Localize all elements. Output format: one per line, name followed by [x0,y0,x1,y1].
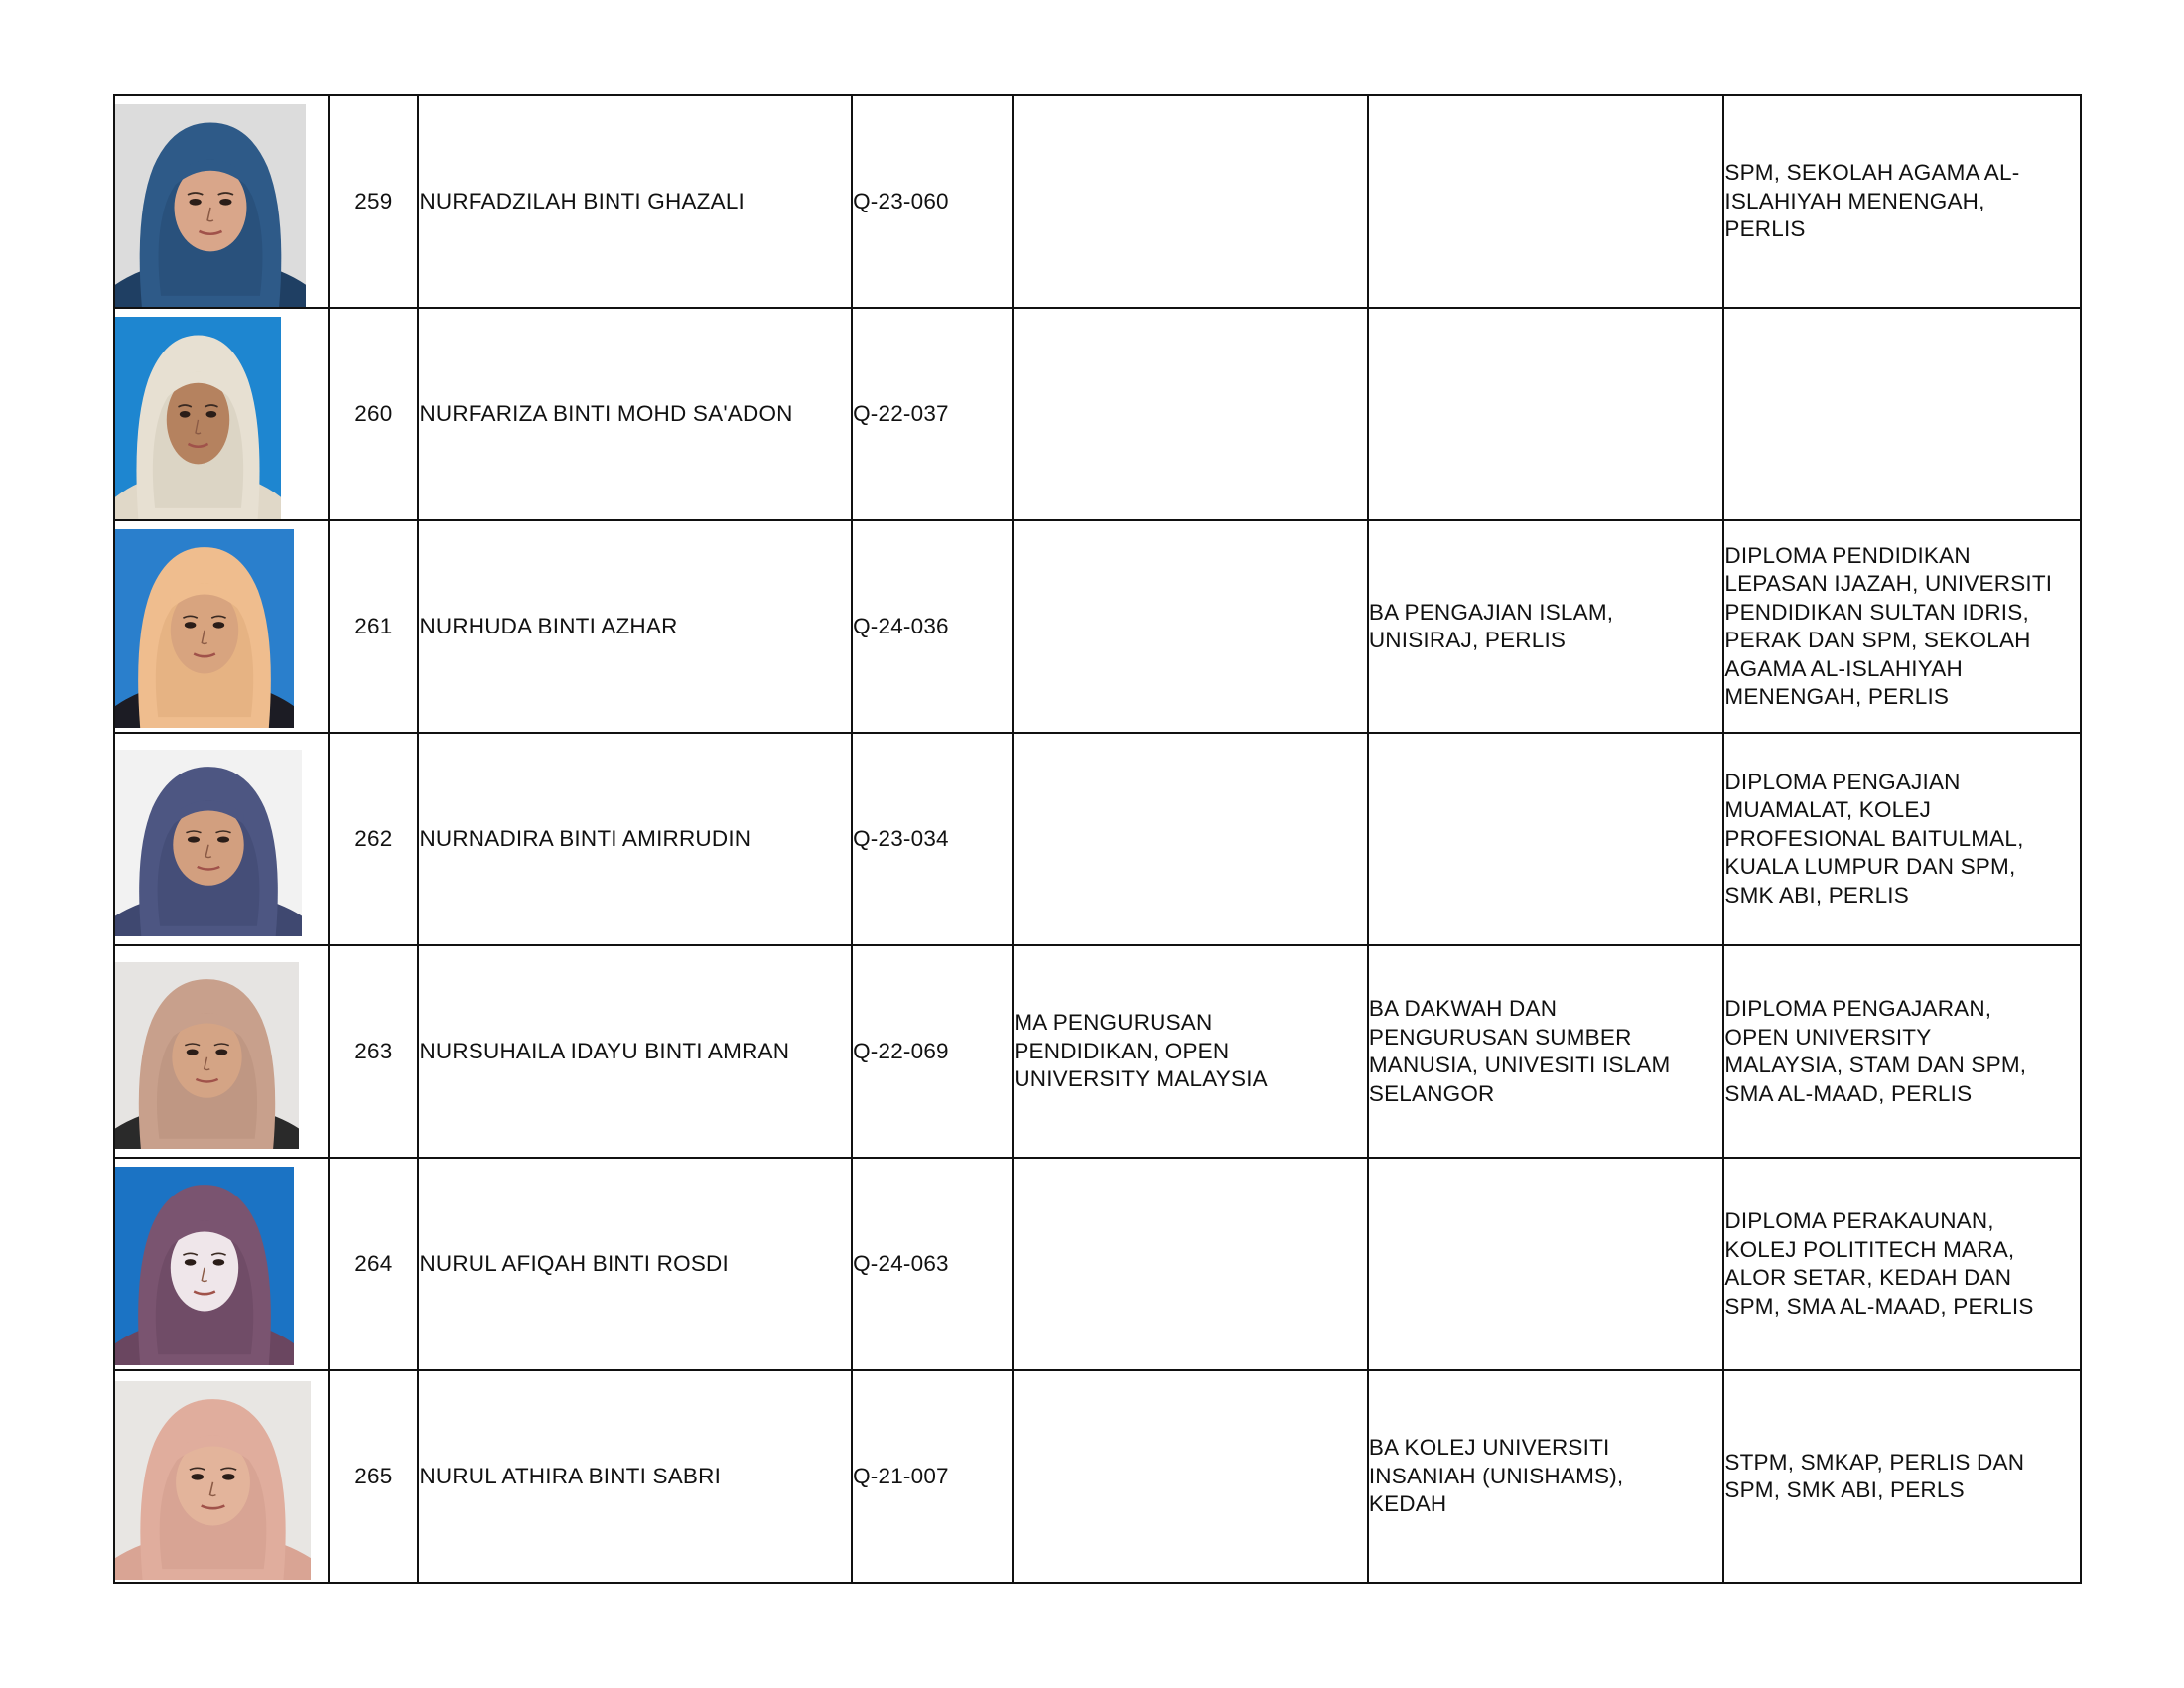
degree-qualification-line: BA KOLEJ UNIVERSITI [1368,1435,1610,1461]
portrait-photo [115,1167,294,1365]
master-qualification-cell [1013,95,1368,308]
master-qualification-cell [1013,1158,1368,1370]
other-qualification-line: SMA AL-MAAD, PERLIS [1724,1080,1973,1106]
portrait-illustration [115,529,294,728]
candidate-name-cell [418,1158,852,1370]
master-qualification-cell [1013,733,1368,945]
portrait-photo [115,317,281,519]
portrait-illustration [115,104,306,307]
table-row [114,95,2081,308]
portrait-illustration [115,962,299,1149]
other-qualification-line: OPEN UNIVERSITY [1724,1024,1932,1050]
portrait-illustration [115,317,281,519]
table-row [114,520,2081,733]
row-number-line: 263 [354,1038,393,1063]
candidate-name-cell [418,1370,852,1583]
other-qualification-cell [1723,520,2081,733]
candidate-name-cell [418,95,852,308]
table-row [114,1158,2081,1370]
candidate-name-line: NURNADIRA BINTI AMIRRUDIN [419,825,751,851]
table-row [114,1370,2081,1583]
portrait-illustration [115,1381,311,1580]
degree-qualification-cell [1368,945,1724,1158]
row-number-cell [329,945,418,1158]
portrait-photo [115,104,306,307]
candidate-name-line: NURUL AFIQAH BINTI ROSDI [419,1250,729,1276]
other-qualification-line: MUAMALAT, KOLEJ [1724,797,1932,823]
candidate-code-cell [852,1158,1013,1370]
other-qualification-cell [1723,1370,2081,1583]
degree-qualification-line: BA DAKWAH DAN [1368,996,1558,1021]
other-qualification-line: SMK ABI, PERLIS [1724,882,1909,908]
other-qualification-line: DIPLOMA PENGAJIAN [1724,769,1961,794]
other-qualification-line: PENDIDIKAN SULTAN IDRIS, [1724,599,2029,625]
row-number-cell [329,95,418,308]
candidate-name-line: NURFARIZA BINTI MOHD SA'ADON [419,400,793,426]
candidate-code-line: Q-23-034 [853,825,949,851]
other-qualification-line: MENENGAH, PERLIS [1724,684,1950,709]
candidate-code-cell [852,1370,1013,1583]
candidate-name-line: NURHUDA BINTI AZHAR [419,613,678,638]
candidate-code-line: Q-22-069 [853,1038,949,1063]
candidate-name-cell [418,945,852,1158]
portrait-photo [115,1381,311,1580]
portrait-illustration [115,1167,294,1365]
candidate-name-line: NURFADZILAH BINTI GHAZALI [419,188,745,213]
candidate-code-line: Q-21-007 [853,1463,949,1488]
row-number-cell [329,1370,418,1583]
master-qualification-line: PENDIDIKAN, OPEN [1014,1038,1230,1063]
candidate-code-cell [852,308,1013,520]
other-qualification-cell [1723,945,2081,1158]
portrait-photo [115,529,294,728]
candidate-code-cell [852,733,1013,945]
degree-qualification-line: MANUSIA, UNIVESITI ISLAM [1368,1053,1671,1077]
row-number-line: 265 [354,1463,393,1488]
other-qualification-line: PROFESIONAL BAITULMAL, [1724,825,2024,851]
degree-qualification-line: KEDAH [1368,1491,1447,1517]
master-qualification-cell [1013,1370,1368,1583]
degree-qualification-line: UNISIRAJ, PERLIS [1368,628,1567,652]
other-qualification-line: DIPLOMA PENDIDIKAN [1724,542,1971,568]
master-qualification-cell [1013,520,1368,733]
degree-qualification-line: PENGURUSAN SUMBER [1368,1024,1632,1050]
row-number-cell [329,520,418,733]
photo-cell [114,733,329,945]
other-qualification-cell [1723,1158,2081,1370]
other-qualification-line: SPM, SMK ABI, PERLS [1724,1477,1965,1502]
other-qualification-line: KOLEJ POLITITECH MARA, [1724,1236,2015,1262]
candidate-name-cell [418,520,852,733]
other-qualification-cell [1723,308,2081,520]
degree-qualification-line: SELANGOR [1368,1080,1495,1106]
row-number-line: 260 [354,400,393,426]
other-qualification-cell [1723,733,2081,945]
row-number-cell [329,733,418,945]
degree-qualification-line: INSANIAH (UNISHAMS), [1368,1463,1624,1488]
master-qualification-cell [1013,945,1368,1158]
other-qualification-line: PERLIS [1724,216,1806,242]
photo-cell [114,520,329,733]
degree-qualification-cell [1368,1370,1724,1583]
table-body [114,95,2081,1583]
degree-qualification-line: BA PENGAJIAN ISLAM, [1368,599,1614,625]
photo-cell [114,308,329,520]
candidate-code-line: Q-24-036 [853,613,949,638]
other-qualification-cell [1723,95,2081,308]
degree-qualification-cell [1368,1158,1724,1370]
row-number-cell [329,308,418,520]
row-number-cell [329,1158,418,1370]
other-qualification-line: LEPASAN IJAZAH, UNIVERSITI [1724,571,2053,596]
candidate-name-line: NURSUHAILA IDAYU BINTI AMRAN [419,1038,790,1063]
table-row [114,308,2081,520]
portrait-photo [115,962,299,1149]
other-qualification-line: ISLAHIYAH MENENGAH, [1724,188,1985,213]
candidate-name-line: NURUL ATHIRA BINTI SABRI [419,1463,722,1488]
other-qualification-line: AGAMA AL-ISLAHIYAH [1724,655,1963,681]
candidate-code-cell [852,95,1013,308]
other-qualification-line: SPM, SMA AL-MAAD, PERLIS [1724,1293,2034,1319]
row-number-line: 262 [354,825,393,851]
other-qualification-line: STPM, SMKAP, PERLIS DAN [1724,1449,2025,1475]
candidate-table [113,94,2082,1584]
other-qualification-line: PERAK DAN SPM, SEKOLAH [1724,628,2031,652]
master-qualification-cell [1013,308,1368,520]
photo-cell [114,1158,329,1370]
candidate-code-line: Q-23-060 [853,188,949,213]
candidate-name-cell [418,733,852,945]
photo-cell [114,95,329,308]
degree-qualification-cell [1368,733,1724,945]
degree-qualification-cell [1368,95,1724,308]
master-qualification-line: UNIVERSITY MALAYSIA [1014,1066,1268,1092]
portrait-illustration [115,750,302,936]
candidate-code-cell [852,945,1013,1158]
other-qualification-line: SPM, SEKOLAH AGAMA AL- [1724,160,2020,186]
row-number-line: 264 [354,1250,393,1276]
other-qualification-line: DIPLOMA PERAKAUNAN, [1724,1208,1994,1233]
other-qualification-line: KUALA LUMPUR DAN SPM, [1724,854,2016,880]
portrait-photo [115,750,302,936]
photo-cell [114,945,329,1158]
table-row [114,945,2081,1158]
candidate-code-cell [852,520,1013,733]
master-qualification-line: MA PENGURUSAN [1014,1010,1213,1036]
candidate-code-line: Q-24-063 [853,1250,949,1276]
other-qualification-line: ALOR SETAR, KEDAH DAN [1724,1265,2012,1290]
degree-qualification-cell [1368,520,1724,733]
candidate-name-cell [418,308,852,520]
row-number-line: 261 [354,613,393,638]
degree-qualification-cell [1368,308,1724,520]
row-number-line: 259 [354,188,393,213]
candidate-code-line: Q-22-037 [853,400,949,426]
photo-cell [114,1370,329,1583]
table-row [114,733,2081,945]
other-qualification-line: MALAYSIA, STAM DAN SPM, [1724,1053,2027,1077]
other-qualification-line: DIPLOMA PENGAJARAN, [1724,996,1992,1021]
